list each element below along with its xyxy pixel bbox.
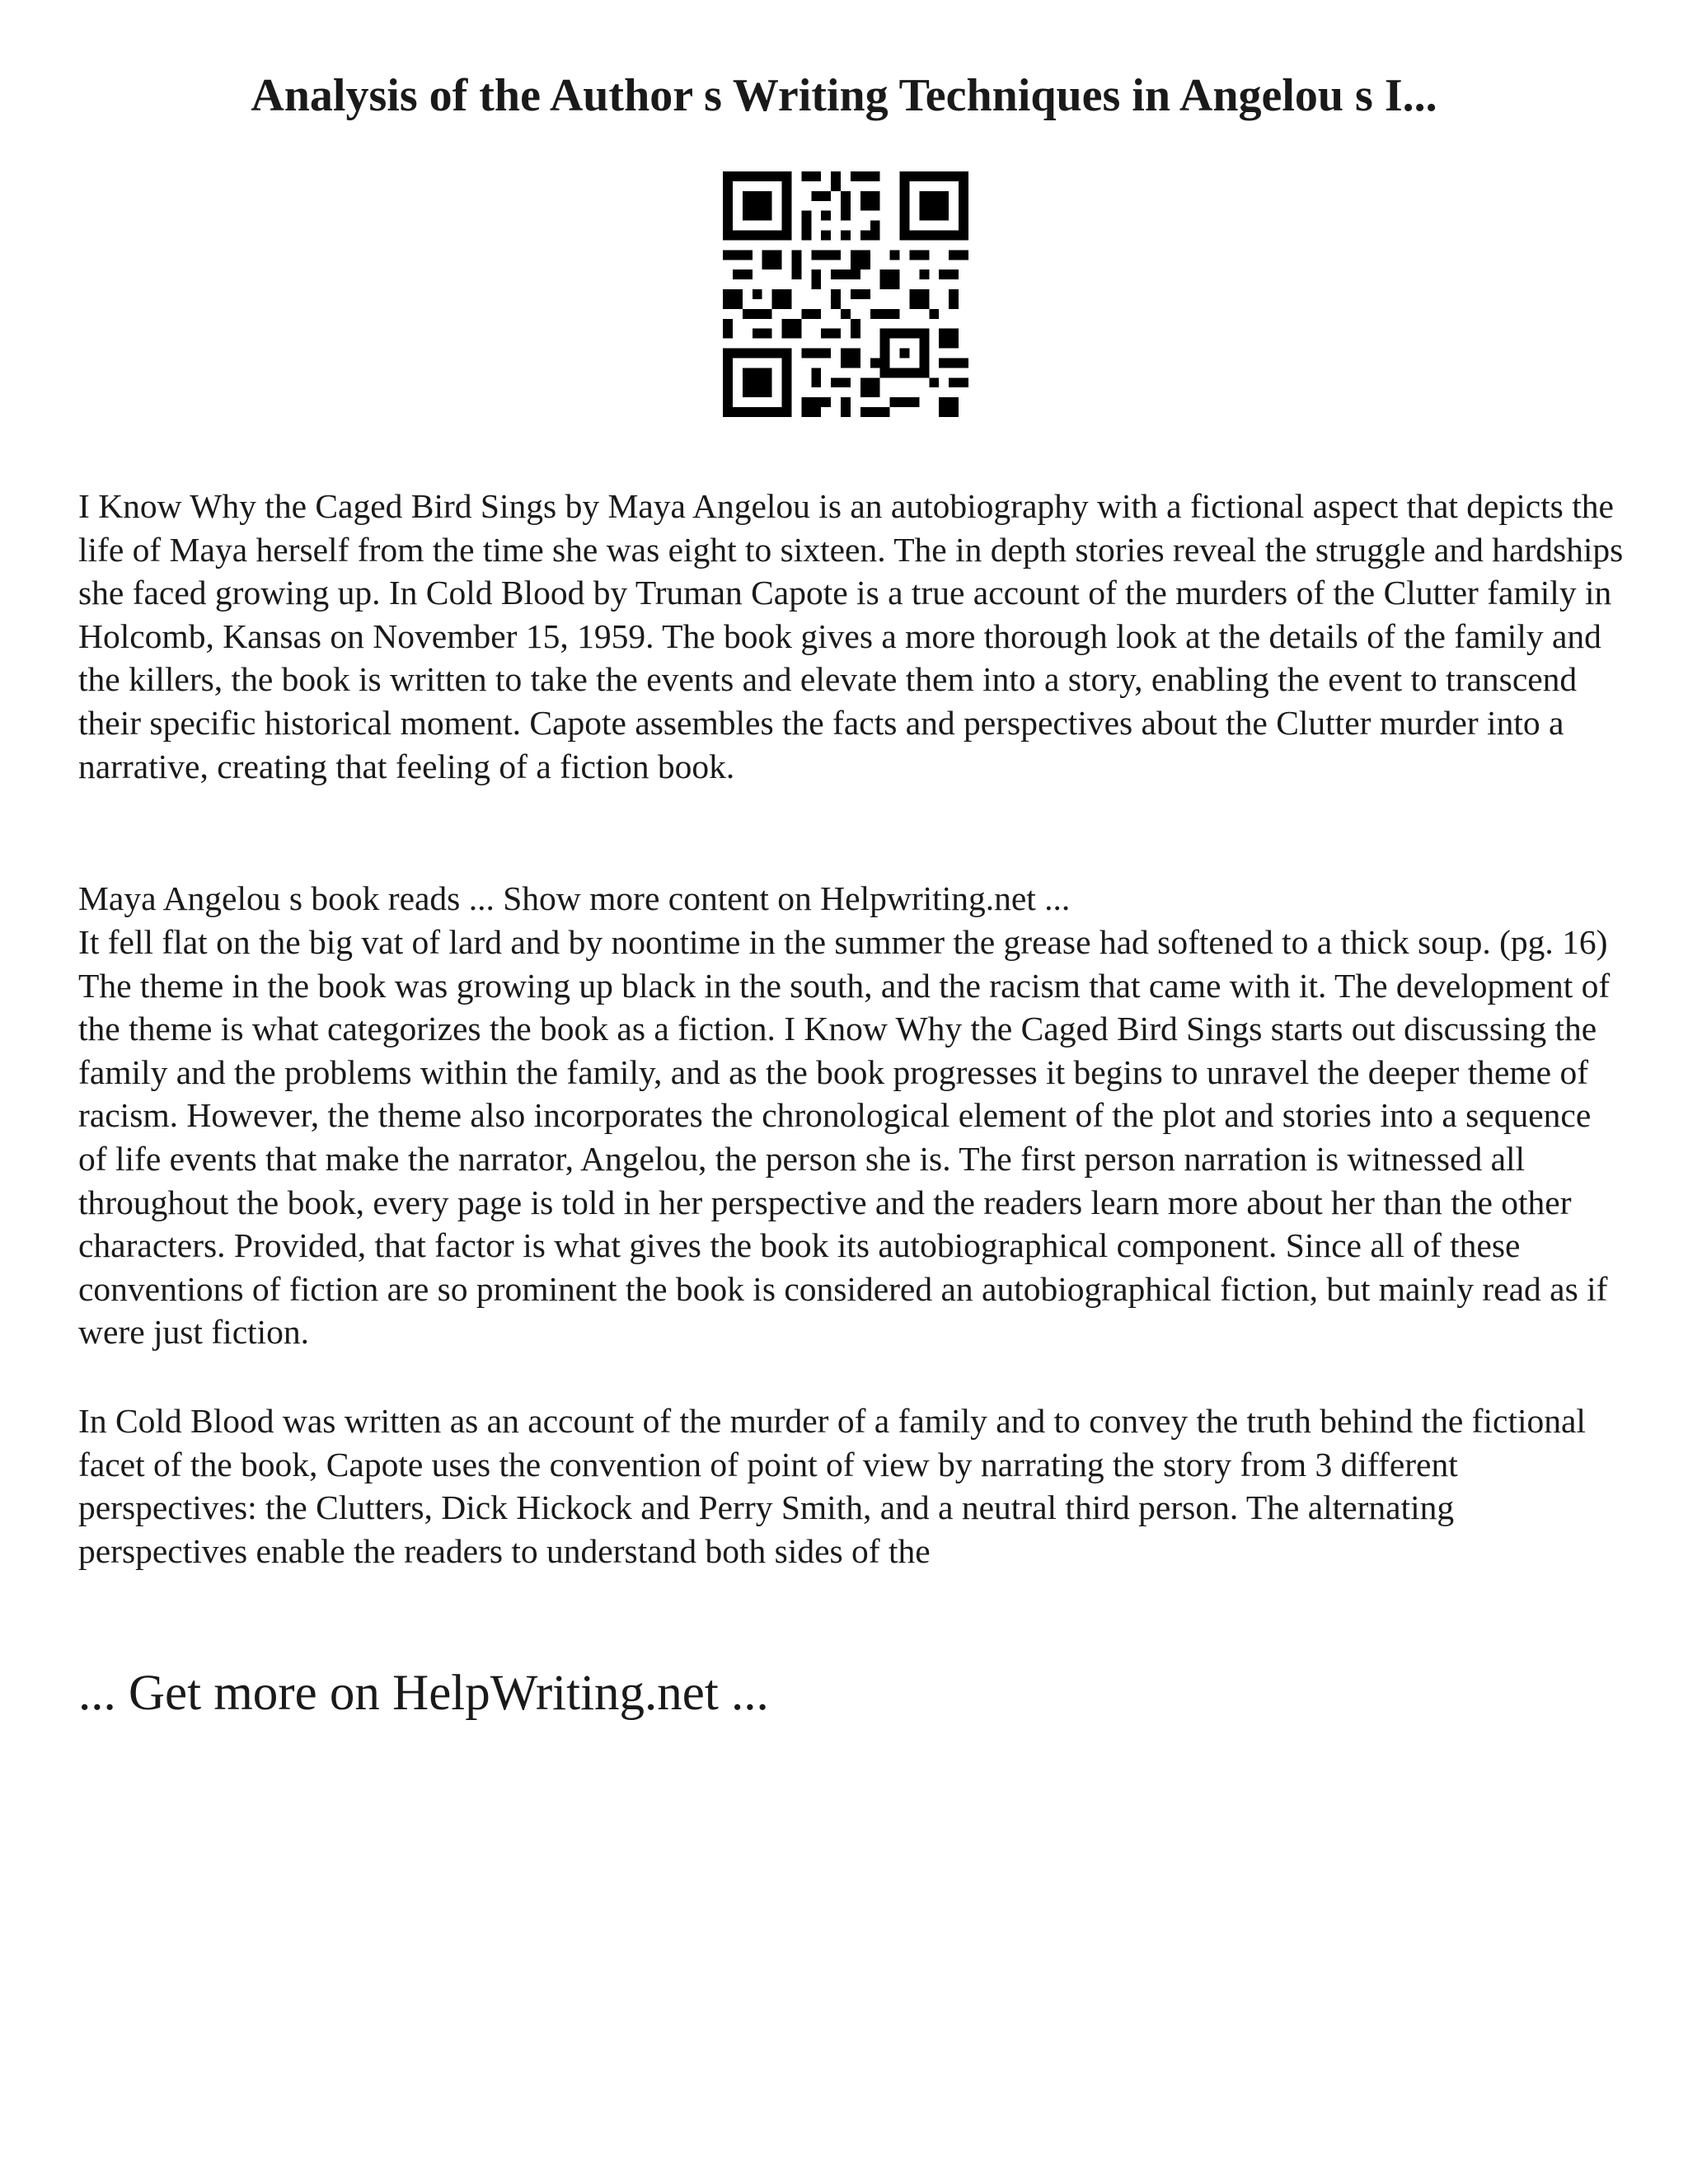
get-more-link[interactable]: ... Get more on HelpWriting.net ... (78, 1666, 769, 1721)
paragraph-1: I Know Why the Caged Bird Sings by Maya Angelou is an autobiography with a fictional aspect that depicts the life of Maya herself from the time she was eight to sixteen. The in depth stories reveal the struggle and hardships she faced growing up. In Cold Blood by Truman Capote is a true account of the murders of the Clutter family in Holcomb, Kansas on November 15, 1959. The book gives a more thorough look at the details of the family and the killers, the book is written to take the events and elevate them into a story, enabling the event to transcend their specific historical moment. Capote assembles the facts and perspectives about the Clutter murder into a narrative, creating that feeling of a fiction book. (78, 487, 1624, 785)
show-more-teaser[interactable]: Maya Angelou s book reads ... Show more content on Helpwriting.net ... (78, 879, 1071, 917)
document-title: Analysis of the Author s Writing Techniques in Angelou s I... (251, 69, 1437, 121)
paragraph-3: In Cold Blood was written as an account of the murder of a family and to convey the truth behind the fictional facet of the book, Capote uses the convention of point of view by narrating the story from 3 different perspectives: the Clutters, Dick Hickock and Perry Smith, and a neutral third person. The alternating perspectives enable the readers to understand both sides of the (78, 1402, 1586, 1570)
qr-code-icon (723, 171, 968, 417)
paragraph-2: It fell flat on the big vat of lard and by noontime in the summer the grease had softened to a thick soup. (pg. 16) The theme in the book was growing up black in the south, and the racism that came with it. The development of the theme is what categorizes the book as a fiction. I Know Why the Caged Bird Sings starts out discussing the family and the problems within the family, and as the book progresses it begins to unravel the deeper theme of racism. However, the theme also incorporates the chronological element of the plot and stories into a sequence of life events that make the narrator, Angelou, the person she is. The first person narration is witnessed all throughout the book, every page is told in her perspective and the readers learn more about her than the other characters. Provided, that factor is what gives the book its autobiographical component. Since all of these conventions of fiction are so prominent the book is considered an autobiographical fiction, but mainly read as if were just fiction. (78, 923, 1611, 1352)
